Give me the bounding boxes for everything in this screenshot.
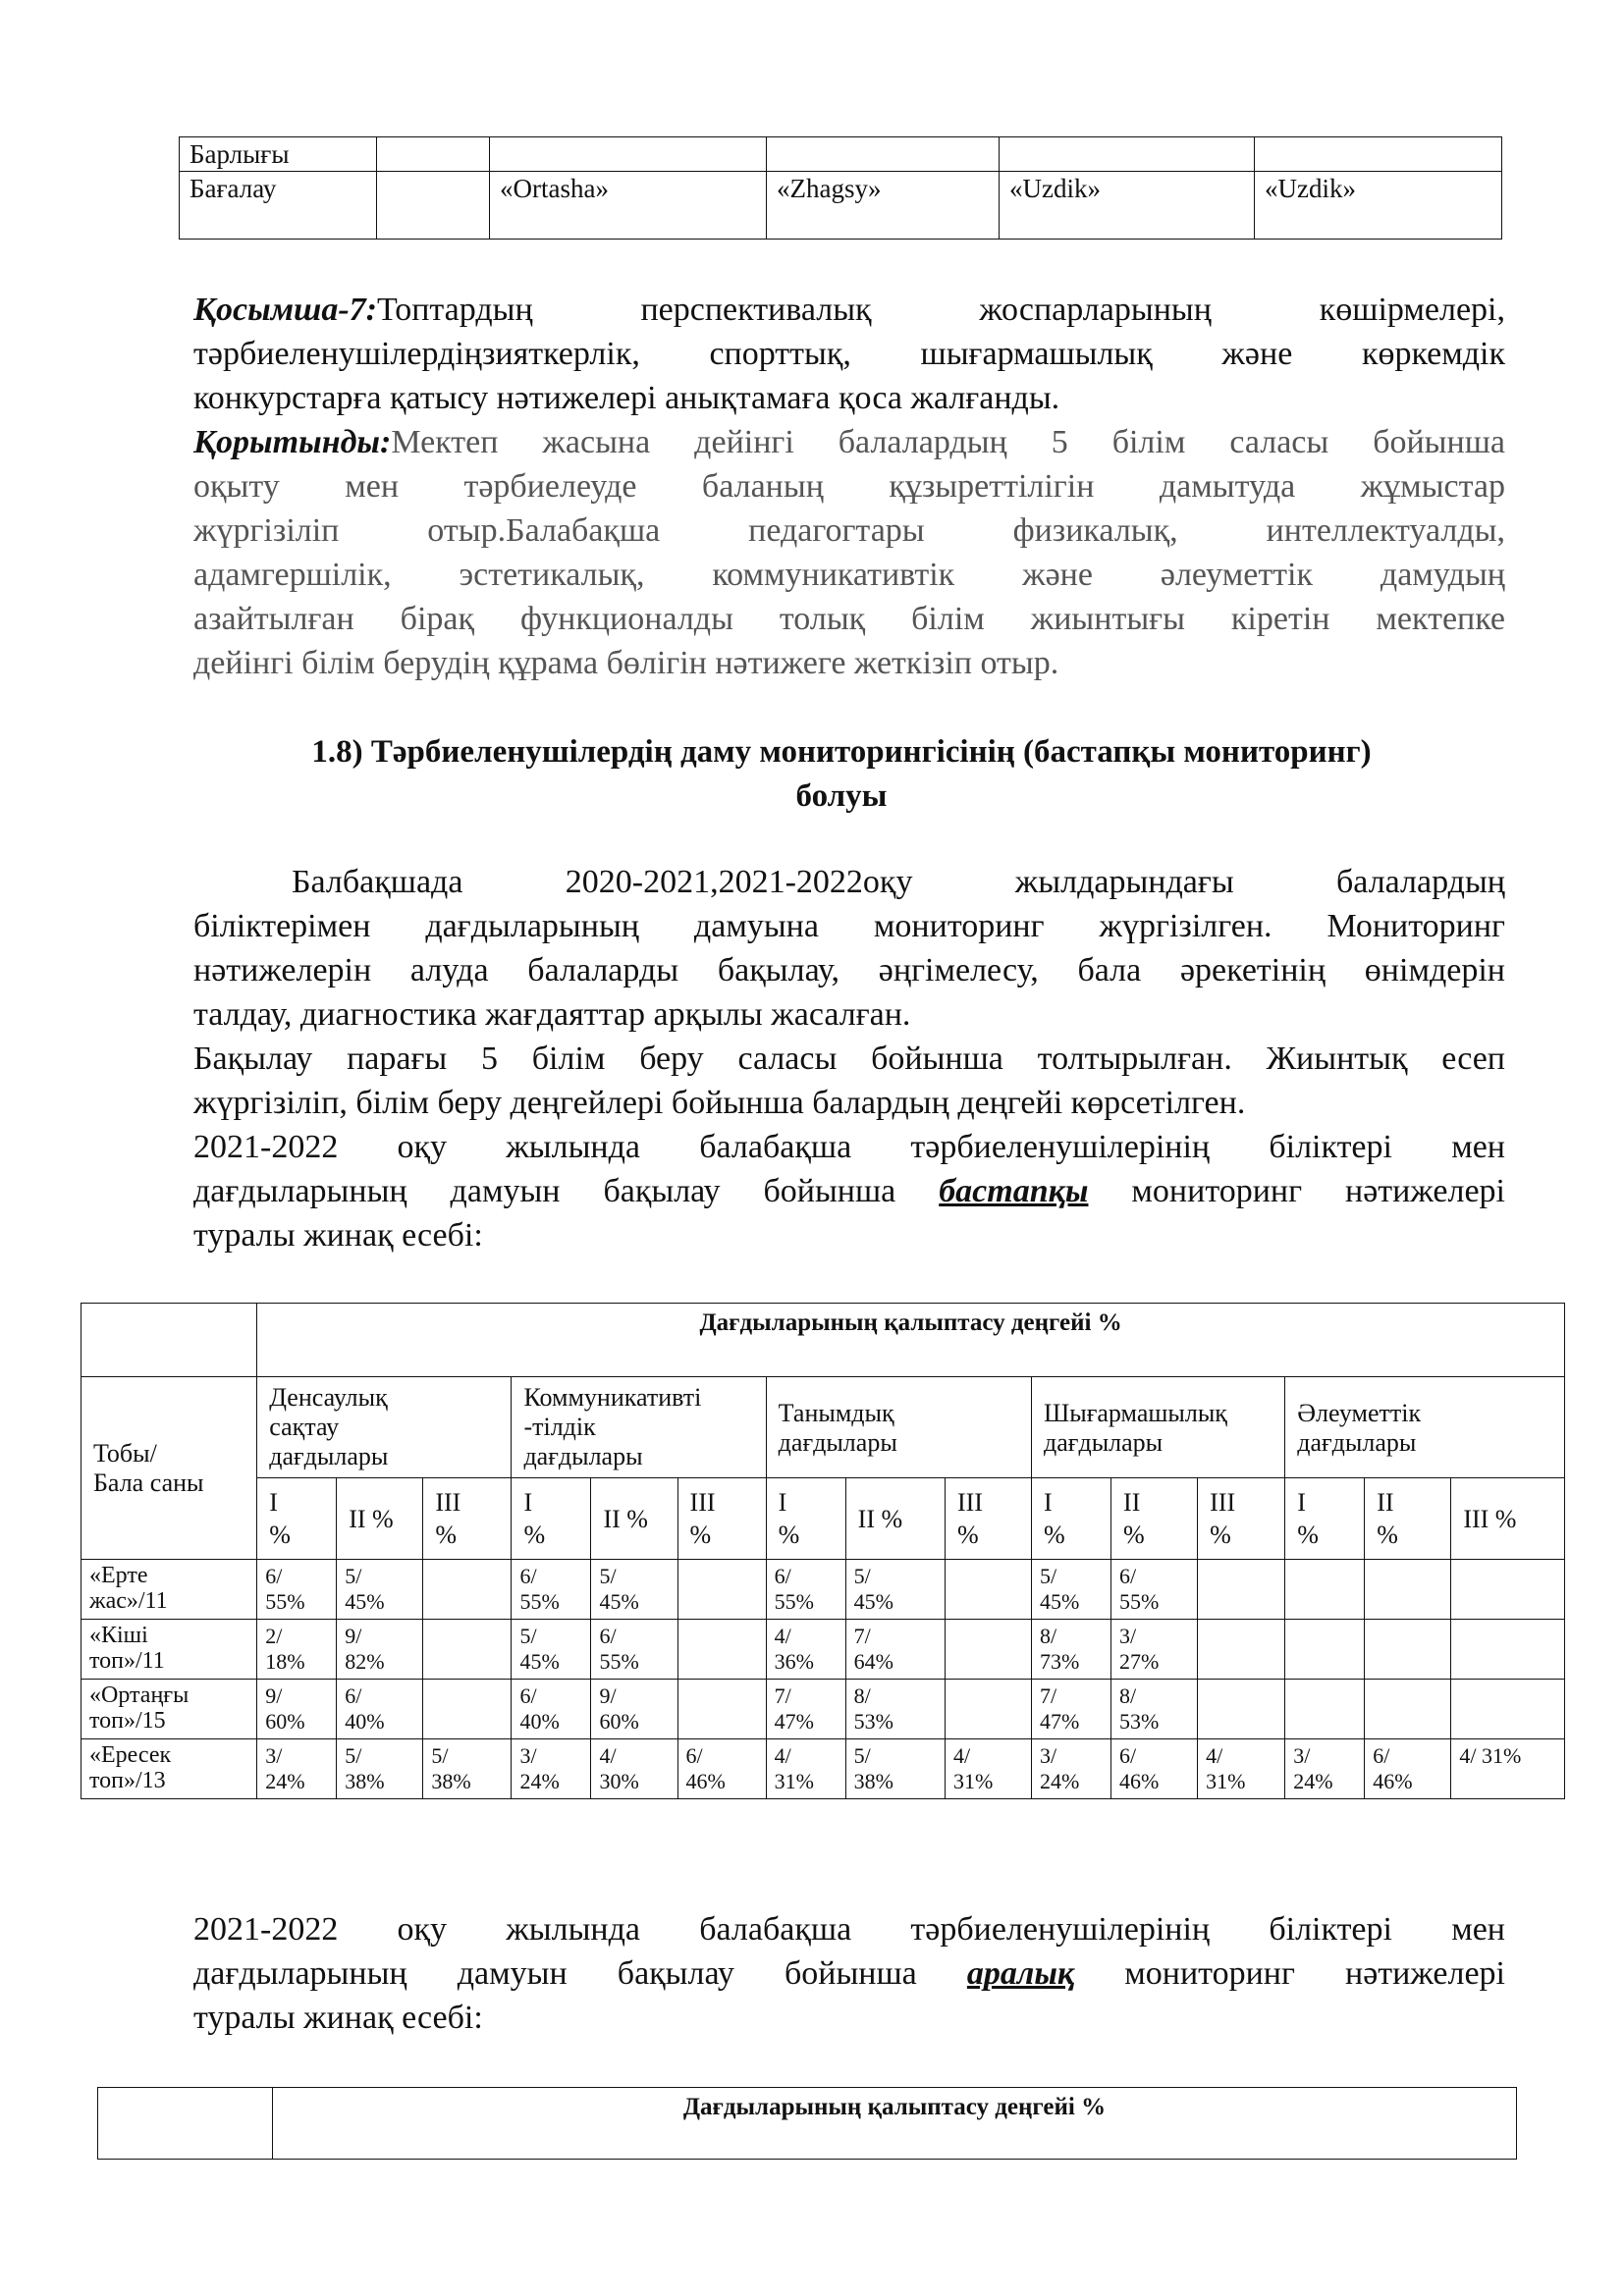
cell-count: 6/ [774,1564,791,1588]
interim-emphasis: аралық [966,1955,1075,1992]
table-row [180,137,1502,172]
category-social [1285,1377,1565,1478]
cell-count: 6/ [1373,1743,1390,1768]
cell-percent: 38% [853,1769,893,1793]
table-cell [591,1680,677,1739]
cell-percent: 36% [774,1649,814,1674]
header-line: Тобы/ [93,1438,157,1468]
cell-count: 8/ [1119,1683,1137,1708]
table-header: Дағдыларының қалыптасу деңгейі % [257,1304,1565,1377]
cell-count: 3/ [519,1743,537,1768]
table-cell: «Ortasha» [490,172,767,240]
level-unit: % [1123,1521,1145,1549]
cell-count: 3/ [1040,1743,1057,1768]
group-name-line: топ»/15 [89,1708,166,1734]
cell-count: 7/ [774,1683,791,1708]
table-cell [1451,1680,1565,1739]
group-column-header [81,1377,257,1560]
text-line: біліктерімен дағдыларының дамуына мониторинг жүргізілген. Мониторинг [193,908,1505,944]
table-cell [766,1560,845,1620]
header-line: Коммуникативті [523,1383,702,1412]
table-cell [767,137,1000,172]
row-label-assessment: Бағалау [180,172,377,240]
cell-count: 6/ [345,1683,362,1708]
header-line: дағдылары [778,1428,897,1457]
level-unit: % [689,1521,712,1549]
header-line: Денсаулық [269,1383,388,1412]
cell-count: 6/ [599,1624,617,1648]
cell-percent: 47% [1040,1709,1080,1734]
text-line: нәтижелерін алуда балаларды бақылау, әңгімелесу, бала әрекетінің өнімдерін [193,952,1505,988]
table-cell [337,1680,423,1739]
table-cell [845,1739,945,1799]
table-cell [257,1560,337,1620]
text-line: Бақылау парағы 5 білім беру саласы бойынша толтырылған. Жиынтық есеп [193,1041,1505,1077]
text-line: тәрбиеленушілердіңзияткерлік, спорттық, шығармашылық және көркемдік [193,336,1505,372]
cell-percent: 18% [265,1649,305,1674]
heading-line: болуы [795,778,888,814]
level-header [257,1478,337,1560]
text-line: 2021-2022 оқу жылында балабақша тәрбиеленушілерінің біліктері мен [193,1129,1505,1165]
header-line: дағдылары [1297,1428,1417,1457]
table-cell [1032,1620,1111,1680]
level-unit: % [523,1521,546,1549]
table-cell [337,1560,423,1620]
cell-count: 9/ [599,1683,617,1708]
cell-percent: 46% [1373,1769,1413,1793]
table-cell [377,137,490,172]
level-header [945,1478,1031,1560]
cell-count: 6/ [1119,1564,1137,1588]
header-line: дағдылары [523,1442,643,1470]
header-line: сақтау [269,1413,340,1441]
group-name [81,1620,257,1680]
conclusion-label: Қорытынды: [193,424,392,460]
category-row [81,1377,1565,1478]
cell-count: 6/ [519,1564,537,1588]
cell-percent: 31% [1206,1769,1246,1793]
table-row [81,1560,1565,1620]
cell-percent: 64% [853,1649,893,1674]
table-cell [1451,1620,1565,1680]
cell-count: 7/ [1040,1683,1057,1708]
cell-count: 9/ [345,1624,362,1648]
cell-count: 3/ [1119,1624,1137,1648]
cell-count: 4/ [774,1624,791,1648]
table-cell [337,1620,423,1680]
level-unit: % [1044,1521,1065,1549]
levels-row [81,1478,1565,1560]
intro-paragraph [193,860,1505,1257]
cell-count: 4/ [952,1743,971,1768]
appendix-label: Қосымша-7: [193,292,377,328]
level-label: ІІІ [1210,1488,1236,1517]
initial-emphasis: бастапқы [939,1173,1089,1209]
level-label: І [778,1488,787,1517]
level-header [677,1478,766,1560]
table-cell: «Uzdik» [1000,172,1255,240]
table-cell [677,1680,766,1739]
table-row [81,1739,1565,1799]
monitoring-body [81,1560,1565,1799]
level-header [1032,1478,1111,1560]
cell-percent: 55% [599,1649,639,1674]
cell-percent: 45% [599,1589,639,1614]
cell-count: 4/ [599,1743,617,1768]
cell-count: 6/ [265,1564,283,1588]
header-line: Танымдық [778,1399,894,1427]
level-label: ІІ [1123,1488,1141,1517]
level-label: І [523,1488,533,1517]
text-line: мониторинг нәтижелері [1074,1955,1505,1992]
assessment-table [179,136,1502,240]
table-cell [337,1739,423,1799]
text-line: дағдыларының дамуын бақылау бойынша [193,1173,940,1209]
level-unit: % [1377,1521,1398,1549]
cell-percent: 47% [774,1709,814,1734]
text-line: туралы жинақ есебі: [193,2000,483,2036]
table-cell [766,1680,845,1739]
monitoring-table [81,1303,1565,1799]
cell-count: 9/ [265,1683,283,1708]
text-line: талдау, диагностика жағдаяттар арқылы жасалған. [193,996,911,1033]
cell-percent: 46% [685,1769,726,1793]
cell-percent: 82% [345,1649,385,1674]
cell-percent: 60% [599,1709,639,1734]
level-unit: % [435,1521,457,1549]
cell-count: 5/ [431,1743,449,1768]
table-cell [490,137,767,172]
level-label: І [1044,1488,1053,1517]
table-cell [423,1560,512,1620]
level-label: ІІІ % [1463,1504,1517,1533]
table-cell [766,1620,845,1680]
cell-percent: 27% [1119,1649,1160,1674]
table-cell [423,1620,512,1680]
table-header: Дағдыларының қалыптасу деңгейі % [273,2088,1517,2160]
level-header [1365,1478,1451,1560]
cell-count: 4/ [1206,1743,1223,1768]
level-label: ІІ % [857,1504,903,1533]
table-cell [257,1620,337,1680]
text-line: Топтардың перспективалық жоспарларының көшірмелері, [377,292,1505,328]
level-header [1451,1478,1565,1560]
cell-count: 6/ [1119,1743,1137,1768]
level-header [512,1478,591,1560]
text-line: туралы жинақ есебі: [193,1217,483,1254]
row-label-total: Барлығы [180,137,377,172]
cell-percent: 24% [265,1769,305,1793]
table-cell [1198,1620,1285,1680]
cell-percent: 31% [774,1769,814,1793]
cell-percent: 30% [599,1769,639,1793]
level-header [766,1478,845,1560]
interim-monitoring-table [97,2087,1517,2160]
table-cell [677,1560,766,1620]
table-cell [1198,1680,1285,1739]
cell-percent: 45% [519,1649,560,1674]
table-cell [512,1680,591,1739]
table-cell [1255,137,1502,172]
cell-count: 5/ [853,1743,871,1768]
cell-percent: 24% [1293,1769,1333,1793]
table-cell [1032,1739,1111,1799]
table-cell [1111,1739,1198,1799]
cell-count: 6/ [685,1743,703,1768]
level-header [337,1478,423,1560]
cell-percent: 38% [345,1769,385,1793]
cell-percent: 24% [519,1769,560,1793]
group-name-line: «Кіші [89,1623,148,1648]
level-label: ІІІ [956,1488,983,1517]
group-name-line: топ»/11 [89,1648,165,1674]
table-cell [1365,1739,1451,1799]
table-cell [512,1560,591,1620]
cell-count: 5/ [345,1564,362,1588]
cell-count: 8/ [853,1683,871,1708]
cell-count: 5/ [853,1564,871,1588]
cell-count: 5/ [599,1564,617,1588]
group-name-line: «Ортаңғы [89,1682,189,1708]
cell-percent: 55% [519,1589,560,1614]
header-line: Шығармашылық [1044,1399,1227,1427]
table-cell [1451,1560,1565,1620]
level-header [591,1478,677,1560]
table-cell [1285,1560,1365,1620]
table-cell [1032,1560,1111,1620]
table-cell [945,1739,1031,1799]
table-cell [1365,1680,1451,1739]
group-name-line: топ»/13 [89,1768,166,1793]
section-heading [179,730,1504,819]
cell-percent: 55% [265,1589,305,1614]
table-cell [1198,1560,1285,1620]
header-line: дағдылары [269,1442,389,1470]
group-name-line: жас»/11 [89,1588,168,1614]
table-cell [1285,1739,1365,1799]
header-line: дағдылары [1044,1428,1164,1457]
heading-line: 1.8) Тәрбиеленушілердің даму мониторингісінің (бастапқы мониторинг) [311,734,1372,770]
level-label: ІІІ [435,1488,461,1517]
table-cell: «Uzdik» [1255,172,1502,240]
text-line: оқыту мен тәрбиелеуде баланың құзыреттілігін дамытуда жұмыстар [193,468,1505,505]
cell-percent: 55% [1119,1589,1160,1614]
category-creative [1032,1377,1285,1478]
level-label: ІІ % [603,1504,648,1533]
table-header-row [98,2088,1517,2160]
text-line: жүргізіліп, білім беру деңгейлері бойынша балардың деңгейі көрсетілген. [193,1085,1246,1121]
table-cell [257,1739,337,1799]
level-label: І [269,1488,278,1517]
table-cell: «Zhagsy» [767,172,1000,240]
table-cell [945,1680,1031,1739]
cell-count: 6/ [519,1683,537,1708]
table-cell [423,1739,512,1799]
table-cell [845,1560,945,1620]
table-cell [512,1739,591,1799]
table-cell [845,1620,945,1680]
category-health [257,1377,512,1478]
cell-percent: 46% [1119,1769,1160,1793]
table-cell [1111,1620,1198,1680]
table-cell [591,1739,677,1799]
empty-header-cell [98,2088,273,2160]
group-name-line: «Ерте [89,1563,148,1588]
group-name-line: «Ересек [89,1742,172,1768]
outro-paragraph [193,1907,1505,2040]
text-line: адамгершілік, эстетикалық, коммуникативтік және әлеуметтік дамудың [193,557,1505,593]
level-unit: % [778,1521,800,1549]
level-label: ІІІ [689,1488,716,1517]
appendix-paragraph [193,288,1505,420]
level-header [423,1478,512,1560]
level-header [1285,1478,1365,1560]
table-cell [591,1560,677,1620]
cell-percent: 40% [519,1709,560,1734]
table-cell [257,1680,337,1739]
table-cell [512,1620,591,1680]
table-cell [377,172,490,240]
conclusion-paragraph [193,420,1505,685]
header-line: Бала саны [93,1468,204,1497]
level-unit: % [1297,1521,1319,1549]
table-cell [1198,1739,1285,1799]
level-header [845,1478,945,1560]
table-cell [423,1680,512,1739]
cell-count: 5/ [1040,1564,1057,1588]
text-line: Балбақшада 2020-2021,2021-2022оқу жылдарындағы балалардың [292,864,1505,900]
header-line: Әлеуметтік [1297,1399,1422,1427]
table-cell [1365,1620,1451,1680]
header-line: -тілдік [523,1413,596,1441]
cell-percent: 55% [774,1589,814,1614]
cell-count: 2/ [265,1624,283,1648]
cell-percent: 53% [1119,1709,1160,1734]
table-cell [1451,1739,1565,1799]
level-header [1111,1478,1198,1560]
empty-header-cell [81,1304,257,1377]
category-cognitive [766,1377,1031,1478]
cell-percent: 45% [853,1589,893,1614]
cell-percent: 45% [345,1589,385,1614]
table-row [180,172,1502,240]
table-row [81,1620,1565,1680]
group-name [81,1739,257,1799]
table-header-row [81,1304,1565,1377]
table-cell [591,1620,677,1680]
cell-count: 5/ [519,1624,537,1648]
cell-count: 4/ 31% [1459,1743,1522,1768]
table-cell [1285,1680,1365,1739]
table-cell [677,1620,766,1680]
table-cell [945,1560,1031,1620]
text-line: дейінгі білім берудің құрама бөлігін нәтижеге жеткізіп отыр. [193,645,1059,681]
table-cell [945,1620,1031,1680]
cell-percent: 40% [345,1709,385,1734]
text-line: мониторинг нәтижелері [1088,1173,1505,1209]
table-cell [766,1739,845,1799]
level-unit: % [1210,1521,1231,1549]
cell-count: 8/ [1040,1624,1057,1648]
group-name [81,1680,257,1739]
text-line: Мектеп жасына дейінгі балалардың 5 білім саласы бойынша [391,424,1505,460]
cell-percent: 60% [265,1709,305,1734]
table-cell [1032,1680,1111,1739]
cell-percent: 53% [853,1709,893,1734]
level-unit: % [269,1521,291,1549]
level-label: ІІ [1377,1488,1394,1517]
table-cell [1365,1560,1451,1620]
cell-count: 3/ [1293,1743,1311,1768]
text-line: азайтылған бірақ функционалды толық білім жиынтығы кіретін мектепке [193,601,1505,637]
table-cell [1111,1680,1198,1739]
level-unit: % [956,1521,979,1549]
group-name [81,1560,257,1620]
text-line: 2021-2022 оқу жылында балабақша тәрбиеленушілерінің біліктері мен [193,1911,1505,1948]
cell-count: 7/ [853,1624,871,1648]
cell-percent: 73% [1040,1649,1080,1674]
level-label: ІІ % [349,1504,394,1533]
cell-percent: 31% [952,1769,994,1793]
table-cell [677,1739,766,1799]
cell-count: 5/ [345,1743,362,1768]
text-line: жүргізіліп отыр.Балабақша педагогтары физикалық, интеллектуалды, [193,512,1505,549]
table-cell [1000,137,1255,172]
table-cell [845,1680,945,1739]
level-header [1198,1478,1285,1560]
category-communication [512,1377,766,1478]
text-line: конкурстарға қатысу нәтижелері анықтамаға қоса жалғанды. [193,380,1060,416]
table-row [81,1680,1565,1739]
text-line: дағдыларының дамуын бақылау бойынша [193,1955,967,1992]
cell-count: 3/ [265,1743,283,1768]
cell-percent: 45% [1040,1589,1080,1614]
cell-percent: 38% [431,1769,471,1793]
level-label: І [1297,1488,1306,1517]
table-cell [1285,1620,1365,1680]
table-cell [1111,1560,1198,1620]
cell-percent: 24% [1040,1769,1080,1793]
cell-count: 4/ [774,1743,791,1768]
